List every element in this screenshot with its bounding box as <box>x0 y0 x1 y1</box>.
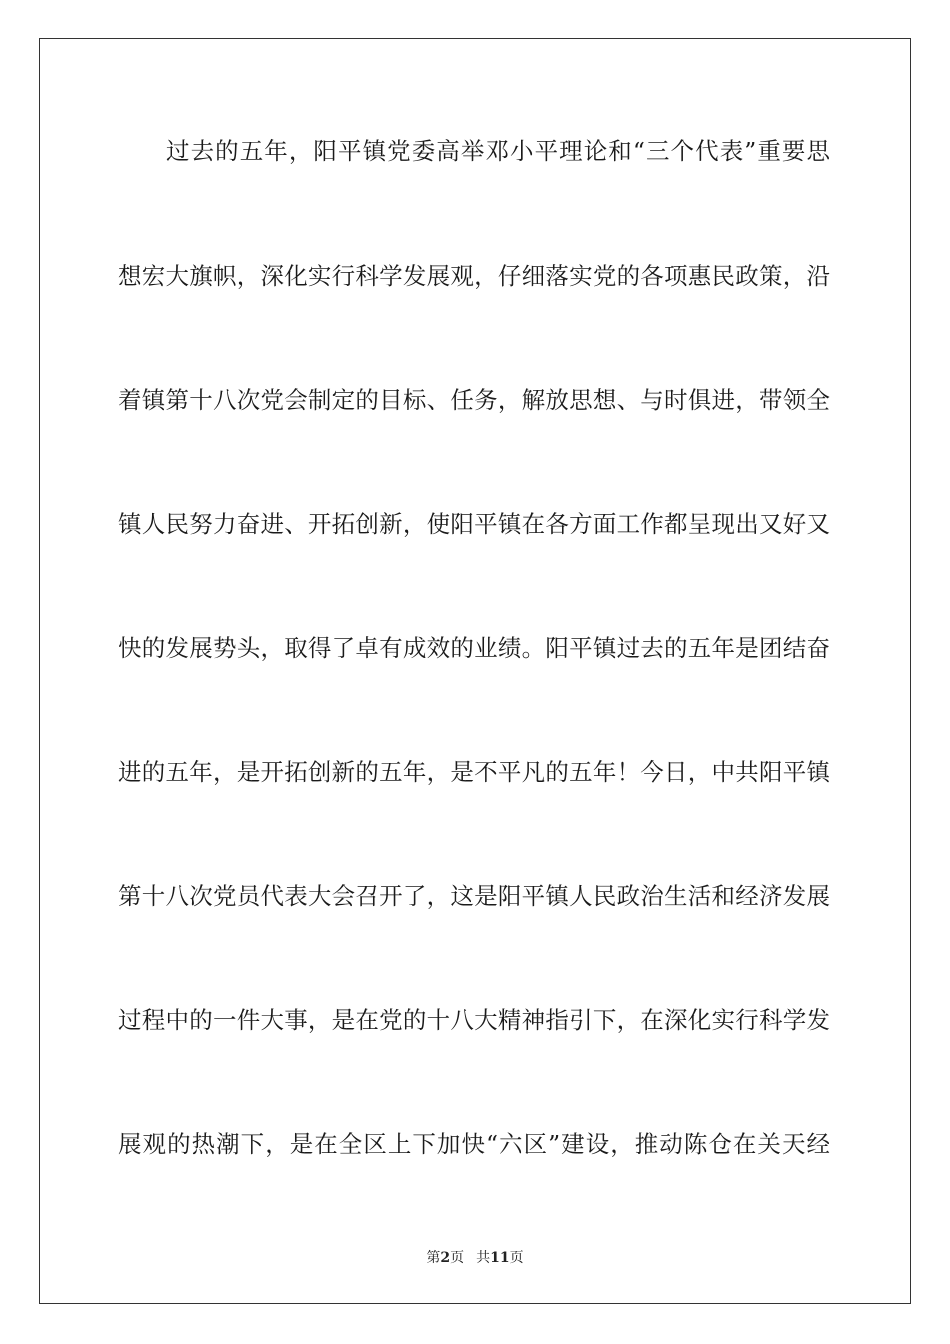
page-prefix: 第 <box>426 1250 441 1266</box>
page-border <box>39 38 911 1304</box>
page-footer <box>0 1248 950 1268</box>
paragraph-line-7: 第十八次党员代表大会召开了，这是阳平镇人民政治生活和经济发展 <box>118 882 830 910</box>
paragraph-line-8: 过程中的一件大事，是在党的十八大精神指引下，在深化实行科学发 <box>118 1006 830 1034</box>
paragraph-line-1: 过去的五年，阳平镇党委高举邓小平理论和“三个代表”重要思 <box>166 137 830 165</box>
total-suffix: 页 <box>509 1250 524 1266</box>
paragraph-line-2: 想宏大旗帜，深化实行科学发展观，仔细落实党的各项惠民政策，沿 <box>118 262 830 290</box>
total-pages: 11 <box>490 1250 510 1266</box>
paragraph-line-5: 快的发展势头，取得了卓有成效的业绩。阳平镇过去的五年是团结奋 <box>118 634 830 662</box>
paragraph-line-6: 进的五年，是开拓创新的五年，是不平凡的五年！今日，中共阳平镇 <box>118 758 830 786</box>
paragraph-line-9: 展观的热潮下，是在全区上下加快“六区”建设，推动陈仓在关天经 <box>118 1130 830 1158</box>
page-number: 2 <box>440 1250 451 1266</box>
paragraph-line-3: 着镇第十八次党会制定的目标、任务，解放思想、与时俱进，带领全 <box>118 386 830 414</box>
total-prefix: 共 <box>476 1250 491 1266</box>
page-suffix: 页 <box>450 1250 465 1266</box>
paragraph-line-4: 镇人民努力奋进、开拓创新，使阳平镇在各方面工作都呈现出又好又 <box>118 510 830 538</box>
